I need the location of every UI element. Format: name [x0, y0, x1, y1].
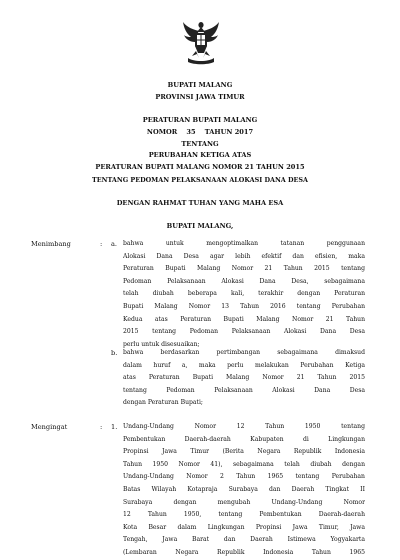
paragraph-line: atas Peraturan Bupati Malang Nomor 21 Tahun 2015 [123, 374, 365, 382]
paragraph-line: 2015 tentang Pedoman Pelaksanaan Alokasi Dana Desa [123, 328, 365, 336]
regulation-number: NOMOR 35 TAHUN 2017 [146, 128, 254, 136]
paragraph-line: Kedua atas Peraturan Bupati Malang Nomor 21 Tahun [123, 315, 365, 323]
menimbang-item-b [123, 347, 365, 410]
menimbang-colon: : [100, 240, 103, 248]
regulation-subject: TENTANG PEDOMAN PELAKSANAAN ALOKASI DANA DESA [92, 176, 308, 184]
paragraph-line: Pedoman Pelaksanaan Alokasi Dana Desa, sebagaimana [123, 277, 365, 285]
mengingat-label: Mengingat [31, 423, 68, 431]
paragraph-line: bahwa berdasarkan pertimbangan sebagaimana dimaksud [123, 349, 365, 356]
amendment-title: PERUBAHAN KETIGA ATAS [148, 151, 252, 159]
paragraph-line: perlu untuk disesuaikan; [123, 340, 200, 348]
paragraph-line: bahwa untuk mengoptimalkan tatanan penggunaan [123, 240, 365, 247]
paragraph-line: Undang-Undang Nomor 2 Tahun 1965 tentang Perubahan [123, 473, 365, 481]
paragraph-line: Undang-Undang Nomor 12 Tahun 1950 tentang [123, 423, 365, 430]
paragraph-line: telah diubah beberapa kali, terakhir dengan Peraturan [123, 290, 365, 298]
salutation: BUPATI MALANG, [166, 222, 234, 230]
menimbang-item-a [123, 238, 365, 351]
regent-title: BUPATI MALANG [167, 81, 233, 89]
paragraph-line: Tahun 1950 Nomor 41), sebagaimana telah diubah dengan [123, 460, 365, 468]
paragraph-line: Batas Wilayah Kotapraja Surabaya dan Daerah Tingkat II [123, 485, 365, 493]
paragraph-line: Propinsi Jawa Timur (Berita Negara Republik Indonesia [123, 448, 365, 456]
menimbang-marker-a: a. [111, 240, 118, 248]
paragraph-line: dalam huruf a, maka perlu melakukan Perubahan Ketiga [123, 361, 365, 369]
paragraph-line: 12 Tahun 1950, tentang Pembentukan Daerah-daerah [123, 511, 365, 519]
mengingat-colon: : [100, 423, 103, 431]
paragraph-line: Surabaya dengan mengubah Undang-Undang Nomor [123, 498, 365, 506]
paragraph-line: tentang Pedoman Pelaksanaan Alokasi Dana Desa [123, 386, 365, 394]
paragraph-line: Alokasi Dana Desa agar lebih efektif dan efisien, maka [123, 252, 365, 260]
about-label: TENTANG [181, 140, 219, 148]
menimbang-label: Menimbang [31, 240, 71, 248]
paragraph-line: Tengah, Jawa Barat dan Daerah Istimewa Yogyakarta [123, 536, 365, 544]
paragraph-line: dengan Peraturan Bupati; [123, 399, 203, 407]
paragraph-line: (Lembaran Negara Republik Indonesia Tahun 1965 [123, 548, 365, 556]
blessing-line: DENGAN RAHMAT TUHAN YANG MAHA ESA [116, 199, 284, 207]
menimbang-marker-b: b. [111, 349, 118, 357]
paragraph-line: Pembentukan Daerah-daerah Kabupaten di Lingkungan [123, 435, 365, 443]
province-title: PROVINSI JAWA TIMUR [155, 93, 245, 101]
garuda-emblem-icon [182, 20, 220, 66]
paragraph-line: Kota Besar dalam Lingkungan Propinsi Jawa Timur, Jawa [123, 523, 365, 531]
regulation-type: PERATURAN BUPATI MALANG [142, 116, 258, 124]
mengingat-marker-1: 1. [111, 423, 118, 431]
referenced-regulation: PERATURAN BUPATI MALANG NOMOR 21 TAHUN 2015 [95, 163, 305, 171]
mengingat-item-1 [123, 421, 365, 560]
paragraph-line: Bupati Malang Nomor 13 Tahun 2016 tentang Perubahan [123, 302, 365, 310]
paragraph-line: Peraturan Bupati Malang Nomor 21 Tahun 2015 tentang [123, 265, 365, 273]
